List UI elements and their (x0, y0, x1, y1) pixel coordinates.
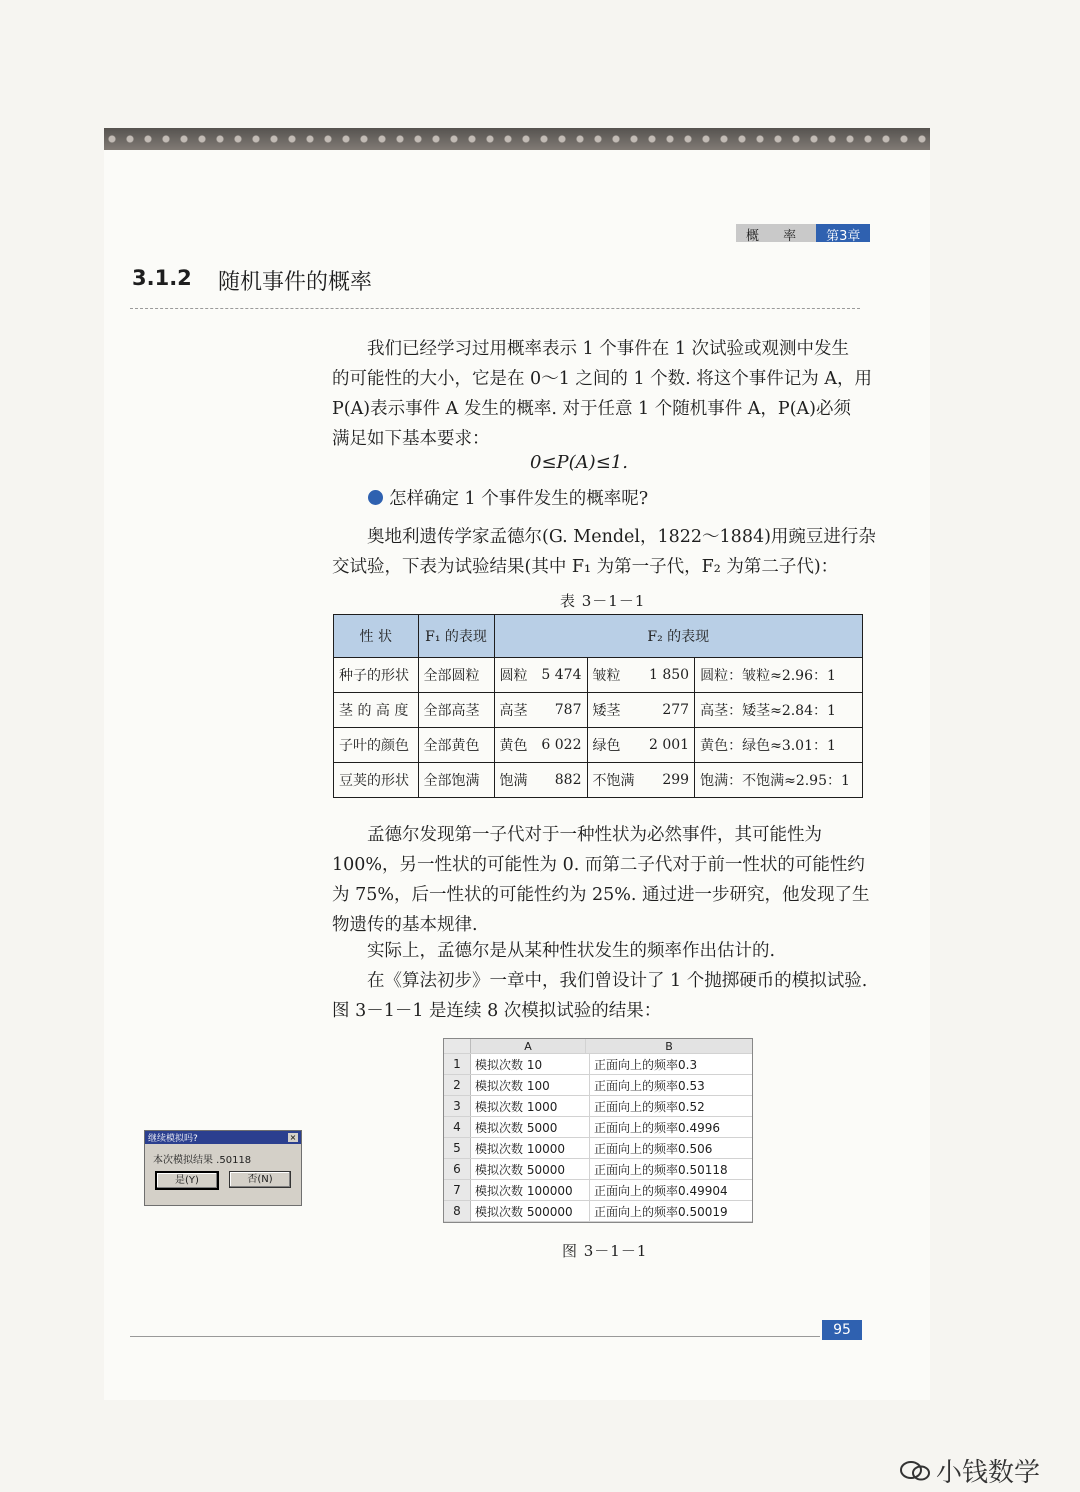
table-row (444, 1180, 752, 1201)
row-number: 5 (444, 1138, 471, 1158)
text-line: 实际上，孟德尔是从某种性状发生的频率作出估计的. (367, 941, 776, 961)
cell-a: 模拟次数 500000 (471, 1201, 590, 1221)
cell-b: 正面向上的频率0.4996 (594, 1120, 720, 1135)
estimate-paragraph (332, 936, 864, 966)
table-header: 性 状 (334, 615, 419, 658)
text-line: 满足如下基本要求： (332, 429, 490, 449)
table-cell: 全部高茎 (418, 693, 494, 728)
table-row (444, 1096, 752, 1117)
cell-a: 模拟次数 5000 (471, 1117, 590, 1137)
table-cell: 茎 的 高 度 (334, 693, 419, 728)
table-cell: 圆粒：皱粒≈2.96：1 (695, 658, 863, 693)
table-cell: 全部黄色 (418, 728, 494, 763)
cell-b: 正面向上的频率0.49904 (594, 1183, 728, 1198)
cell-a: 模拟次数 10 (471, 1054, 590, 1074)
intro-paragraph (332, 334, 872, 454)
table-row (444, 1075, 752, 1096)
lace-background (104, 128, 930, 150)
table-cell: 全部圆粒 (418, 658, 494, 693)
watermark (900, 1452, 1040, 1489)
column-header-b: B (665, 1039, 673, 1053)
table-cell: 皱粒 (587, 658, 642, 693)
yes-button[interactable]: 是(Y) (155, 1171, 219, 1190)
mendel-intro (332, 522, 876, 582)
text-line: 奥地利遗传学家孟德尔(G. Mendel，1822～1884)用豌豆进行杂 (367, 527, 876, 547)
table-cell: 饱满：不饱满≈2.95：1 (695, 763, 863, 798)
table-cell: 黄色 (494, 728, 534, 763)
table-cell: 2 001 (642, 728, 695, 763)
table-row (444, 1201, 752, 1222)
text-line: 的可能性的大小，它是在 0～1 之间的 1 个数. 将这个事件记为 A，用 (332, 369, 872, 389)
text-line: 我们已经学习过用概率表示 1 个事件在 1 次试验或观测中发生 (367, 339, 850, 359)
question-text: 怎样确定 1 个事件发生的概率呢? (389, 489, 649, 509)
table-cell: 6 022 (534, 728, 587, 763)
text-line: 物遗传的基本规律. (332, 915, 478, 935)
probability-formula: 0≤P(A)≤1. (530, 452, 628, 473)
table-cell: 子叶的颜色 (334, 728, 419, 763)
dialog-buttons (145, 1171, 301, 1190)
section-rule (130, 308, 860, 309)
cell-a: 模拟次数 1000 (471, 1096, 590, 1116)
dialog-title: 继续模拟吗? (148, 1134, 198, 1144)
cell-a: 模拟次数 100000 (471, 1180, 590, 1200)
table-cell: 5 474 (534, 658, 587, 693)
table-cell: 277 (642, 693, 695, 728)
text-line: 图 3－1－1 是连续 8 次模拟试验的结果： (332, 1001, 662, 1021)
table-row (444, 1138, 752, 1159)
text-line: 孟德尔发现第一子代对于一种性状为必然事件，其可能性为 (367, 825, 822, 845)
row-number: 7 (444, 1180, 471, 1200)
cell-a: 模拟次数 10000 (471, 1138, 590, 1158)
row-number: 3 (444, 1096, 471, 1116)
dialog-message: 本次模拟结果 .50118 (153, 1155, 252, 1166)
chapter-tag (736, 224, 870, 242)
figure-caption: 图 3－1－1 (562, 1242, 648, 1260)
cell-b: 正面向上的频率0.50019 (594, 1204, 728, 1219)
table-row (334, 658, 863, 693)
table-header-row (334, 615, 863, 658)
cell-b: 正面向上的频率0.50118 (594, 1162, 728, 1177)
table-row (334, 728, 863, 763)
table-cell: 豆荚的形状 (334, 763, 419, 798)
cell-b: 正面向上的频率0.53 (594, 1078, 705, 1093)
bullet-icon (368, 490, 383, 505)
text-line: 交试验，下表为试验结果(其中 F₁ 为第一子代，F₂ 为第二子代)： (332, 557, 839, 577)
table-row (334, 693, 863, 728)
simulation-paragraph (332, 966, 868, 1026)
row-number: 8 (444, 1201, 471, 1221)
table-cell: 圆粒 (494, 658, 534, 693)
row-number: 1 (444, 1054, 471, 1074)
table-cell: 787 (534, 693, 587, 728)
table-row (444, 1054, 752, 1075)
cell-b: 正面向上的频率0.3 (594, 1057, 698, 1072)
no-button[interactable]: 否(N) (229, 1171, 291, 1188)
text-line: 100%，另一性状的可能性为 0. 而第二子代对于前一性状的可能性约 (332, 855, 865, 875)
table-cell: 黄色：绿色≈3.01：1 (695, 728, 863, 763)
table-cell: 高茎：矮茎≈2.84：1 (695, 693, 863, 728)
chapter-number: 第3章 (816, 224, 870, 242)
table-row (444, 1159, 752, 1180)
table-caption: 表 3－1－1 (560, 592, 646, 610)
table-cell: 绿色 (587, 728, 642, 763)
row-number: 2 (444, 1075, 471, 1095)
cell-b: 正面向上的频率0.506 (594, 1141, 713, 1156)
table-cell: 882 (534, 763, 587, 798)
table-cell: 矮茎 (587, 693, 642, 728)
text-line: P(A)表示事件 A 发生的概率. 对于任意 1 个随机事件 A，P(A)必须 (332, 399, 851, 419)
continue-simulation-dialog (144, 1130, 302, 1206)
text-line: 为 75%，后一性状的可能性约为 25%. 通过进一步研究，他发现了生 (332, 885, 870, 905)
footer-rule (130, 1336, 820, 1337)
mendel-table (333, 614, 863, 798)
row-number: 6 (444, 1159, 471, 1179)
cell-a: 模拟次数 100 (471, 1075, 590, 1095)
table-cell: 全部饱满 (418, 763, 494, 798)
chapter-label: 概 率 (736, 224, 816, 242)
question (368, 485, 648, 510)
table-cell: 饱满 (494, 763, 534, 798)
table-cell: 种子的形状 (334, 658, 419, 693)
spreadsheet-header (444, 1039, 752, 1054)
table-header: F₂ 的表现 (494, 615, 862, 658)
wechat-icon (900, 1460, 930, 1482)
dialog-titlebar (145, 1131, 301, 1144)
column-header-a: A (471, 1039, 586, 1053)
page-number: 95 (822, 1320, 862, 1340)
cell-a: 模拟次数 50000 (471, 1159, 590, 1179)
table-header: F₁ 的表现 (418, 615, 494, 658)
table-cell: 1 850 (642, 658, 695, 693)
cell-b: 正面向上的频率0.52 (594, 1099, 705, 1114)
corner-cell (444, 1039, 471, 1053)
watermark-text: 小钱数学 (936, 1458, 1041, 1488)
discussion-paragraph (332, 820, 870, 940)
text-line: 在《算法初步》一章中，我们曾设计了 1 个抛掷硬币的模拟试验. (367, 971, 868, 991)
table-cell: 不饱满 (587, 763, 642, 798)
close-icon[interactable]: × (289, 1133, 297, 1142)
section-title: 随机事件的概率 (218, 270, 373, 295)
table-row (444, 1117, 752, 1138)
simulation-spreadsheet (443, 1038, 753, 1223)
table-cell: 高茎 (494, 693, 534, 728)
row-number: 4 (444, 1117, 471, 1137)
table-row (334, 763, 863, 798)
table-cell: 299 (642, 763, 695, 798)
section-number: 3.1.2 (132, 266, 192, 290)
